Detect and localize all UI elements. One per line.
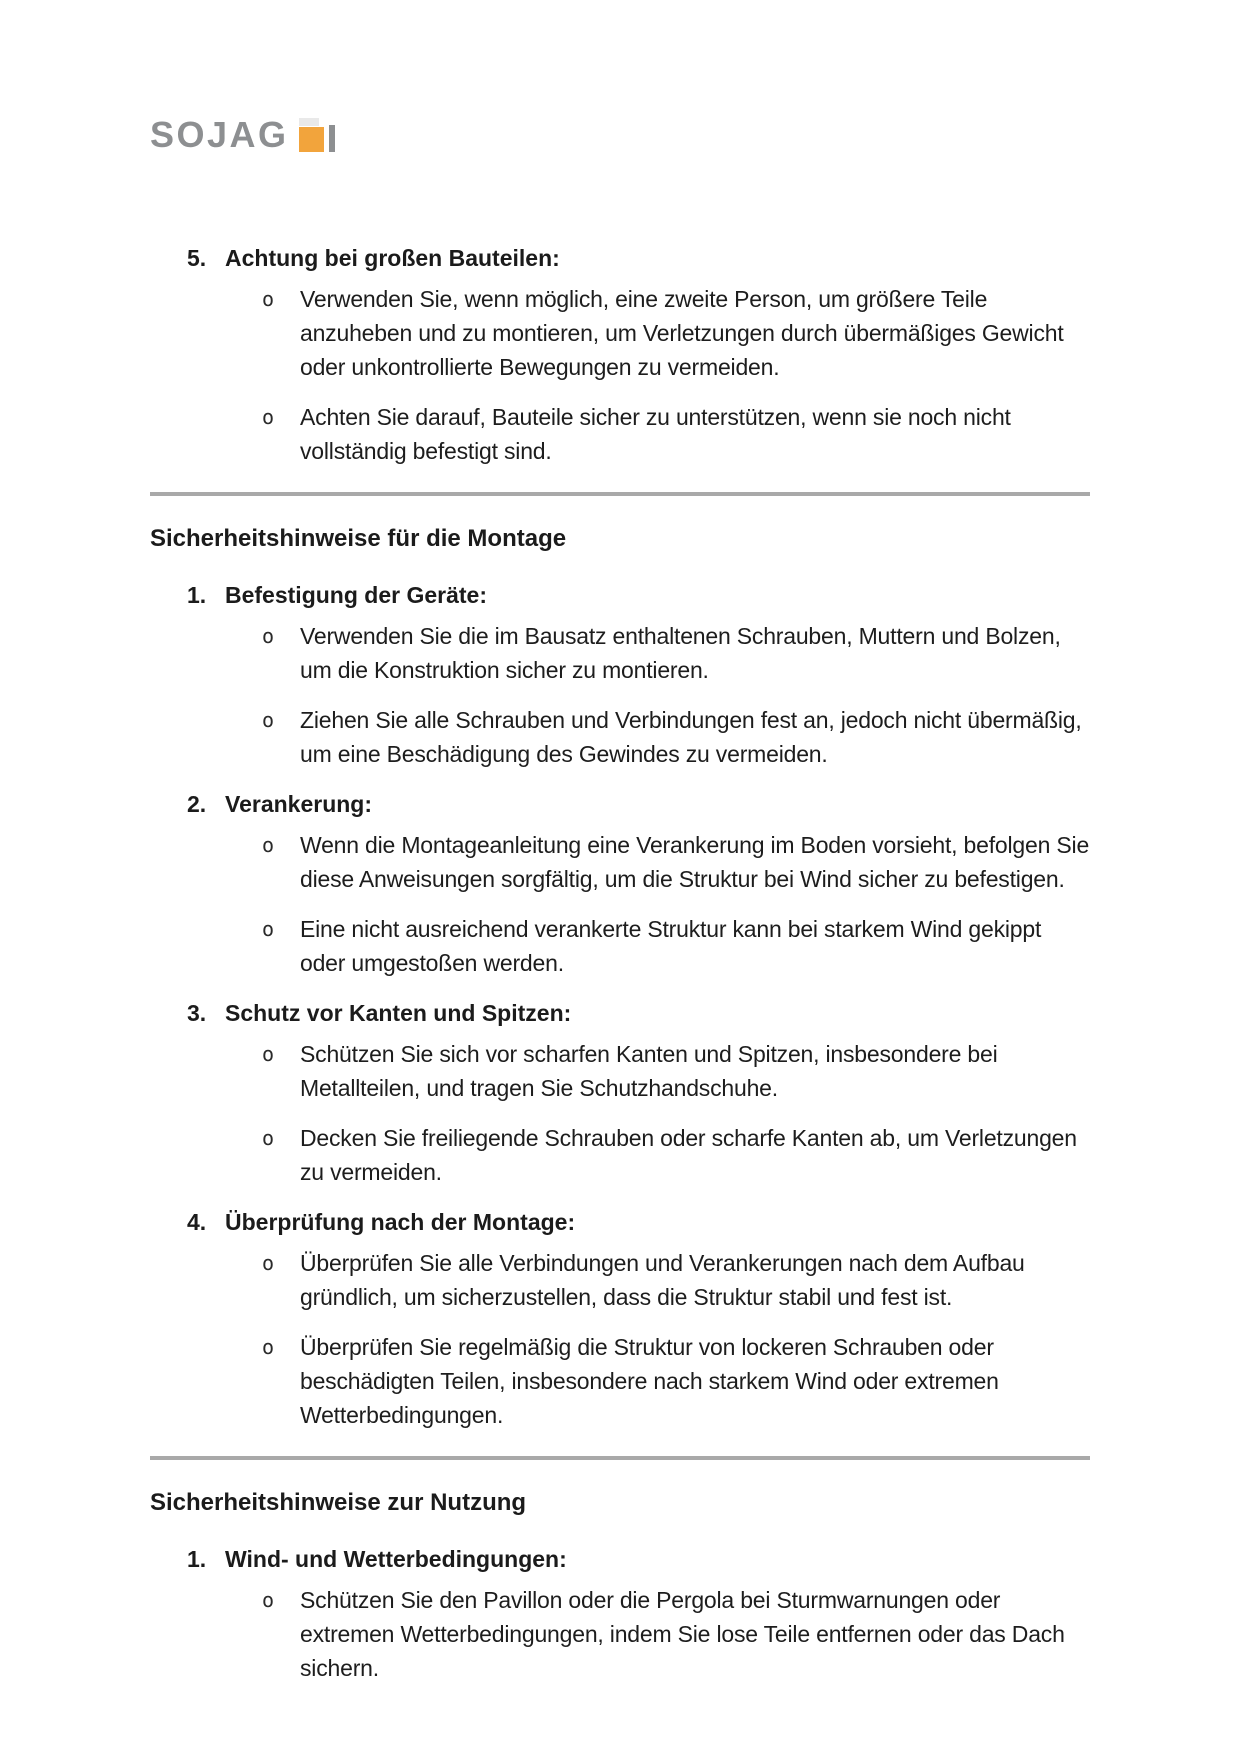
list-item-heading [150, 241, 1090, 275]
list-item-title: Verankerung: [225, 791, 372, 817]
logo [150, 107, 1090, 153]
bullet-item [150, 619, 1090, 687]
circle-bullet-marker: o [262, 624, 275, 648]
list-item [150, 996, 1090, 1189]
logo-mark-icon [299, 113, 341, 153]
list-item-number: 1. [187, 1546, 207, 1572]
bullet-item [150, 1246, 1090, 1314]
circle-bullet-marker: o [262, 1588, 275, 1612]
bullet-item [150, 828, 1090, 896]
section-heading: Sicherheitshinweise für die Montage [150, 525, 567, 552]
bullet-text: Eine nicht ausreichend verankerte Struktur kann bei starkem Wind gekippt oder umgestoßen werden. [300, 916, 1042, 976]
list-item-heading [150, 996, 1090, 1030]
circle-bullet-marker: o [262, 287, 275, 311]
circle-bullet-marker: o [262, 1126, 275, 1150]
circle-bullet-marker: o [262, 1251, 275, 1275]
logo-bar-icon [329, 125, 335, 152]
list-item-heading [150, 1542, 1090, 1576]
list-item [150, 1542, 1090, 1685]
document-content [150, 241, 1090, 1685]
bullet-text: Ziehen Sie alle Schrauben und Verbindungen fest an, jedoch nicht übermäßig, um eine Beschädigung des Gewindes zu vermeiden. [300, 707, 1082, 767]
list-item-title: Schutz vor Kanten und Spitzen: [225, 1000, 572, 1026]
list-item-title: Achtung bei großen Bauteilen: [225, 245, 560, 271]
bullet-text: Verwenden Sie, wenn möglich, eine zweite Person, um größere Teile anzuheben und zu montieren, um Verletzungen durch übermäßiges Gewicht oder unkontrollierte Bewegungen zu vermeiden. [300, 286, 1064, 380]
list-item-title: Befestigung der Geräte: [225, 582, 487, 608]
bullet-item [150, 400, 1090, 468]
section-heading: Sicherheitshinweise zur Nutzung [150, 1489, 527, 1516]
bullet-item [150, 1330, 1090, 1432]
bullet-text: Achten Sie darauf, Bauteile sicher zu unterstützen, wenn sie noch nicht vollständig befestigt sind. [300, 404, 1011, 464]
circle-bullet-marker: o [262, 1042, 275, 1066]
bullet-item [150, 282, 1090, 384]
section-divider [150, 492, 1090, 496]
bullet-text: Schützen Sie den Pavillon oder die Pergola bei Sturmwarnungen oder extremen Wetterbedingungen, indem Sie lose Teile entfernen oder das Dach sichern. [300, 1587, 1065, 1681]
list-item-heading [150, 787, 1090, 821]
bullet-text: Überprüfen Sie alle Verbindungen und Verankerungen nach dem Aufbau gründlich, um sicherzustellen, dass die Struktur stabil und fest ist. [300, 1250, 1025, 1310]
section-divider [150, 1456, 1090, 1460]
list-item [150, 241, 1090, 468]
list-item-number: 3. [187, 1000, 207, 1026]
bullet-text: Verwenden Sie die im Bausatz enthaltenen Schrauben, Muttern und Bolzen, um die Konstruktion sicher zu montieren. [300, 623, 1061, 683]
bullet-item [150, 1583, 1090, 1685]
list-item-title: Überprüfung nach der Montage: [225, 1209, 576, 1235]
list-item-heading [150, 578, 1090, 612]
bullet-text: Decken Sie freiliegende Schrauben oder scharfe Kanten ab, um Verletzungen zu vermeiden. [300, 1125, 1077, 1185]
bullet-item [150, 1037, 1090, 1105]
list-item [150, 1205, 1090, 1432]
list-item [150, 787, 1090, 980]
bullet-item [150, 703, 1090, 771]
circle-bullet-marker: o [262, 405, 275, 429]
logo-light-square-icon [299, 118, 319, 126]
list-item-number: 5. [187, 245, 207, 271]
circle-bullet-marker: o [262, 833, 275, 857]
list-item-heading [150, 1205, 1090, 1239]
bullet-text: Überprüfen Sie regelmäßig die Struktur von lockeren Schrauben oder beschädigten Teilen, insbesondere nach starkem Wind oder extremen Wetterbedingungen. [300, 1334, 999, 1428]
list-item-number: 1. [187, 582, 207, 608]
list-item-number: 2. [187, 791, 207, 817]
bullet-item [150, 1121, 1090, 1189]
circle-bullet-marker: o [262, 708, 275, 732]
bullet-item [150, 912, 1090, 980]
list-item-title: Wind- und Wetterbedingungen: [225, 1546, 567, 1572]
logo-text: SOJAG [150, 114, 289, 155]
circle-bullet-marker: o [262, 917, 275, 941]
list-item-number: 4. [187, 1209, 207, 1235]
bullet-text: Schützen Sie sich vor scharfen Kanten und Spitzen, insbesondere bei Metallteilen, und tragen Sie Schutzhandschuhe. [300, 1041, 998, 1101]
logo-orange-square-icon [299, 127, 324, 152]
circle-bullet-marker: o [262, 1335, 275, 1359]
bullet-text: Wenn die Montageanleitung eine Verankerung im Boden vorsieht, befolgen Sie diese Anweisungen sorgfältig, um die Struktur bei Wind sicher zu befestigen. [300, 832, 1090, 892]
list-item [150, 578, 1090, 771]
